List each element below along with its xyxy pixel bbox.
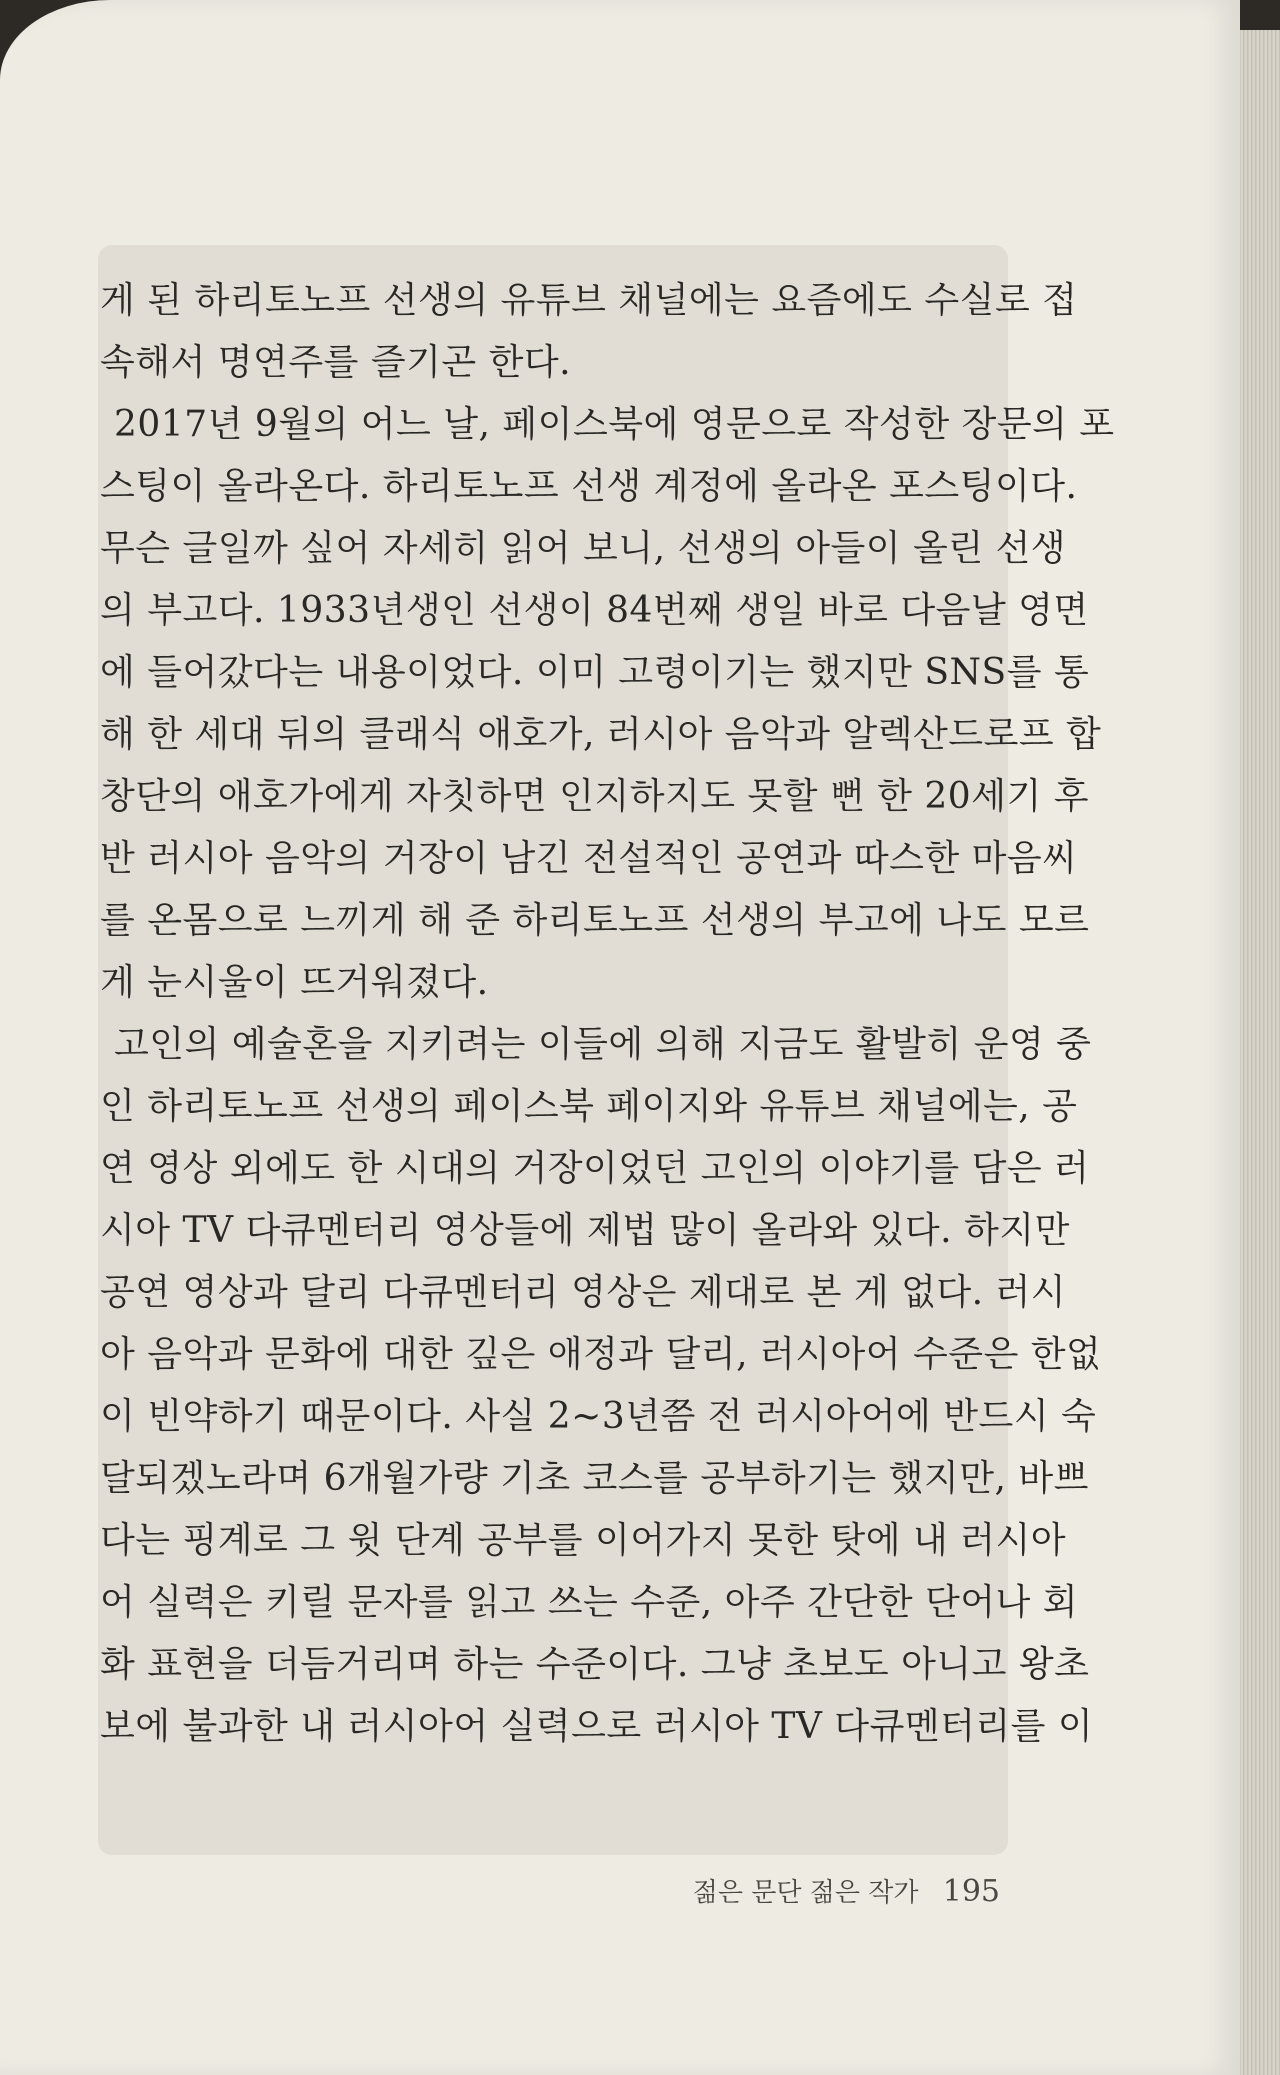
- page-number: 195: [942, 1874, 1000, 1909]
- text-line: 무슨 글일까 싶어 자세히 읽어 보니, 선생의 아들이 올린 선생: [100, 528, 1067, 569]
- text-line: 속해서 명연주를 즐기곤 한다.: [100, 342, 572, 383]
- text-line: 해 한 세대 뒤의 클래식 애호가, 러시아 음악과 알렉산드로프 합: [100, 714, 1102, 755]
- text-line: 에 들어갔다는 내용이었다. 이미 고령이기는 했지만 SNS를 통: [100, 652, 1090, 693]
- text-line: 아 음악과 문화에 대한 깊은 애정과 달리, 러시아어 수준은 한없: [100, 1334, 1102, 1375]
- text-line: 반 러시아 음악의 거장이 남긴 전설적인 공연과 따스한 마음씨: [100, 838, 1078, 879]
- text-line: 공연 영상과 달리 다큐멘터리 영상은 제대로 본 게 없다. 러시: [100, 1272, 1067, 1313]
- running-title: 젊은 문단 젊은 작가: [692, 1878, 919, 1908]
- text-line: 어 실력은 키릴 문자를 읽고 쓰는 수준, 아주 간단한 단어나 회: [100, 1582, 1079, 1623]
- text-line: 달되겠노라며 6개월가량 기초 코스를 공부하기는 했지만, 바쁘: [100, 1458, 1089, 1499]
- text-line: 다는 핑계로 그 윗 단계 공부를 이어가지 못한 탓에 내 러시아: [100, 1520, 1067, 1561]
- text-line: 스팅이 올라온다. 하리토노프 선생 계정에 올라온 포스팅이다.: [100, 466, 1078, 507]
- text-line: 이 빈약하기 때문이다. 사실 2~3년쯤 전 러시아어에 반드시 숙: [100, 1396, 1097, 1437]
- text-line: 게 된 하리토노프 선생의 유튜브 채널에는 요즘에도 수실로 접: [100, 280, 1078, 321]
- text-line: 시아 TV 다큐멘터리 영상들에 제법 많이 올라와 있다. 하지만: [100, 1210, 1070, 1251]
- text-line: 2017년 9월의 어느 날, 페이스북에 영문으로 작성한 장문의 포: [114, 404, 1115, 445]
- text-line: 인 하리토노프 선생의 페이스북 페이지와 유튜브 채널에는, 공: [100, 1086, 1078, 1127]
- text-line: 보에 불과한 내 러시아어 실력으로 러시아 TV 다큐멘터리를 이: [100, 1706, 1094, 1747]
- page-footer: [680, 1870, 1000, 1914]
- page-edges: [1240, 30, 1280, 2075]
- text-line: 고인의 예술혼을 지키려는 이들에 의해 지금도 활발히 운영 중: [114, 1024, 1092, 1065]
- text-line: 창단의 애호가에게 자칫하면 인지하지도 못할 뻔 한 20세기 후: [100, 776, 1089, 817]
- body-text: [100, 270, 1115, 1758]
- text-line: 를 온몸으로 느끼게 해 준 하리토노프 선생의 부고에 나도 모르: [100, 900, 1090, 941]
- text-line: 게 눈시울이 뜨거워졌다.: [100, 962, 489, 1003]
- text-line: 연 영상 외에도 한 시대의 거장이었던 고인의 이야기를 담은 러: [100, 1148, 1090, 1189]
- text-line: 화 표현을 더듬거리며 하는 수준이다. 그냥 초보도 아니고 왕초: [100, 1644, 1090, 1685]
- text-line: 의 부고다. 1933년생인 선생이 84번째 생일 바로 다음날 영면: [100, 590, 1089, 631]
